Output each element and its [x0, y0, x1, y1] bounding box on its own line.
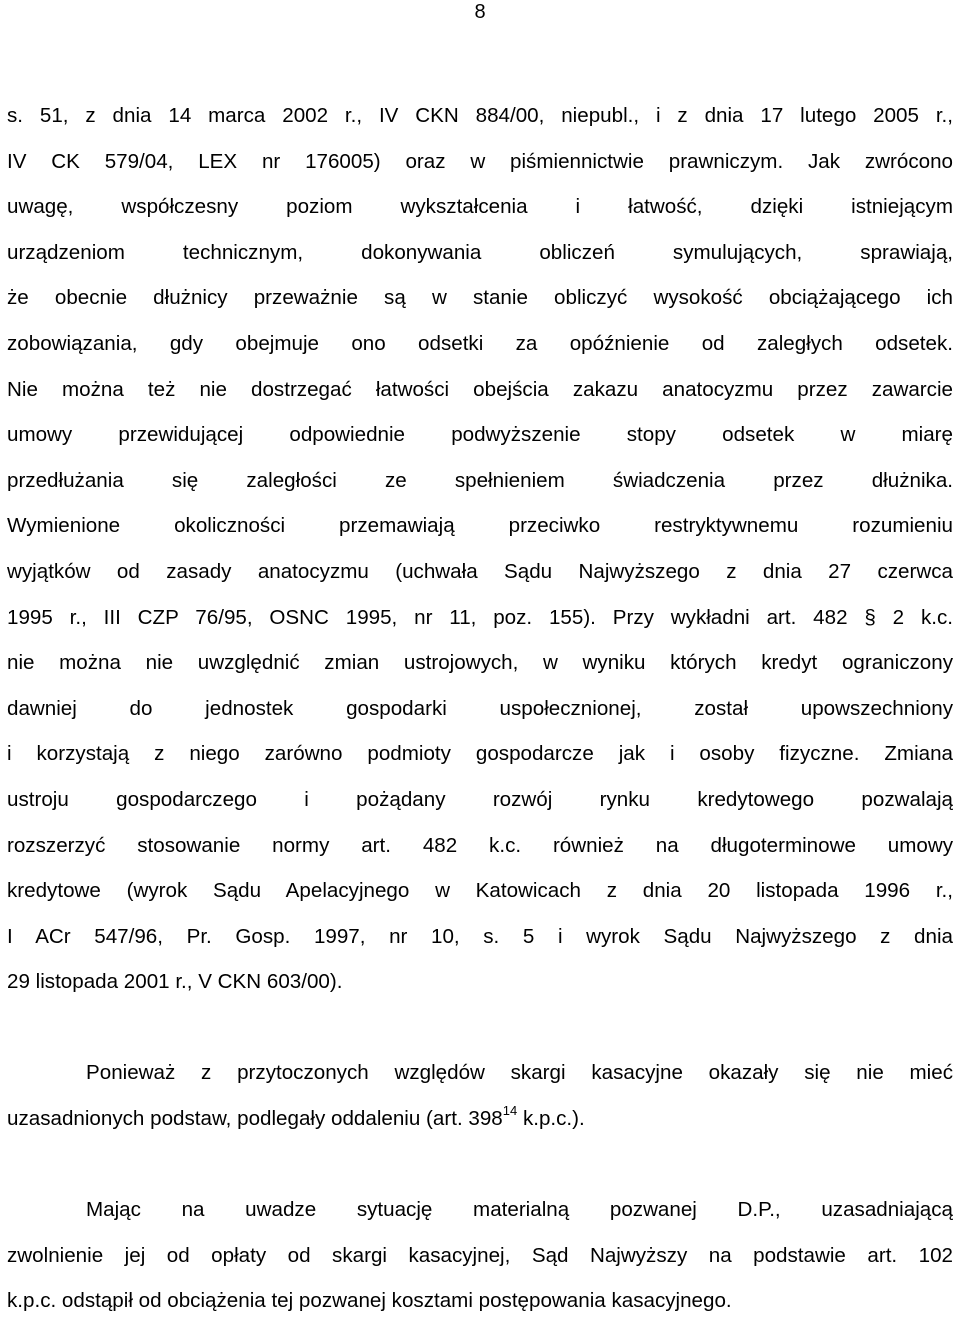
paragraph-1 — [7, 93, 953, 1005]
text-line: wyjątków od zasady anatocyzmu (uchwała Sądu Najwyższego z dnia 27 czerwca — [7, 559, 953, 583]
text-line: urządzeniom technicznym, dokonywania obliczeń symulujących, sprawiają, — [7, 240, 953, 264]
text-line: 29 listopada 2001 r., V CKN 603/00). — [7, 970, 343, 994]
text-line: zobowiązania, gdy obejmuje ono odsetki za opóźnienie od zaległych odsetek. — [7, 331, 953, 355]
superscript: 14 — [502, 1103, 518, 1119]
text-line: IV CK 579/04, LEX nr 176005) oraz w piśmiennictwie prawniczym. Jak zwrócono — [7, 149, 953, 173]
text-line: Wymienione okoliczności przemawiają przeciwko restryktywnemu rozumieniu — [7, 514, 953, 538]
paragraph-2 — [7, 1050, 953, 1141]
text-run: uzasadnionych podstaw, podlegały oddaleniu (art. 398 — [7, 1107, 503, 1131]
page-number: 8 — [474, 1, 486, 23]
text-line: i korzystają z niego zarówno podmioty gospodarcze jak i osoby fizyczne. Zmiana — [7, 742, 953, 766]
text-line: zwolnienie jej od opłaty od skargi kasacyjnej, Sąd Najwyższy na podstawie art. 102 — [7, 1243, 953, 1267]
text-line: Mając na uwadze sytuację materialną pozwanej D.P., uzasadniającą — [86, 1198, 953, 1222]
text-run: k.p.c.). — [517, 1107, 585, 1131]
text-line: ustroju gospodarczego i pożądany rozwój rynku kredytowego pozwalają — [7, 787, 953, 811]
text-line: umowy przewidującej odpowiednie podwyższenie stopy odsetek w miarę — [7, 423, 953, 447]
text-line: I ACr 547/96, Pr. Gosp. 1997, nr 10, s. 5 i wyrok Sądu Najwyższego z dnia — [7, 924, 953, 948]
text-line: Nie można też nie dostrzegać łatwości obejścia zakazu anatocyzmu przez zawarcie — [7, 377, 953, 401]
text-line: k.p.c. odstąpił od obciążenia tej pozwanej kosztami postępowania kasacyjnego. — [7, 1289, 732, 1313]
document-body — [7, 93, 953, 1324]
text-line: uwagę, współczesny poziom wykształcenia i łatwość, dzięki istniejącym — [7, 195, 953, 219]
text-line: kredytowe (wyrok Sądu Apelacyjnego w Katowicach z dnia 20 listopada 1996 r., — [7, 879, 953, 903]
text-line: dawniej do jednostek gospodarki uspołecznionej, został upowszechniony — [7, 696, 953, 720]
text-line: Ponieważ z przytoczonych względów skargi kasacyjne okazały się nie mieć — [86, 1061, 953, 1085]
text-line: nie można nie uwzględnić zmian ustrojowych, w wyniku których kredyt ograniczony — [7, 651, 953, 675]
text-line — [7, 1096, 953, 1142]
paragraph-spacer — [7, 1005, 953, 1051]
text-line: że obecnie dłużnicy przeważnie są w stanie obliczyć wysokość obciążającego ich — [7, 286, 953, 310]
paragraph-spacer — [7, 1142, 953, 1188]
text-line: przedłużania się zaległości ze spełnieniem świadczenia przez dłużnika. — [7, 468, 953, 492]
text-line: s. 51, z dnia 14 marca 2002 r., IV CKN 884/00, niepubl., i z dnia 17 lutego 2005 r., — [7, 104, 953, 127]
text-line: rozszerzyć stosowanie normy art. 482 k.c. również na długoterminowe umowy — [7, 833, 953, 857]
text-line: 1995 r., III CZP 76/95, OSNC 1995, nr 11, poz. 155). Przy wykładni art. 482 § 2 k.c. — [7, 605, 953, 629]
paragraph-3 — [7, 1187, 953, 1324]
